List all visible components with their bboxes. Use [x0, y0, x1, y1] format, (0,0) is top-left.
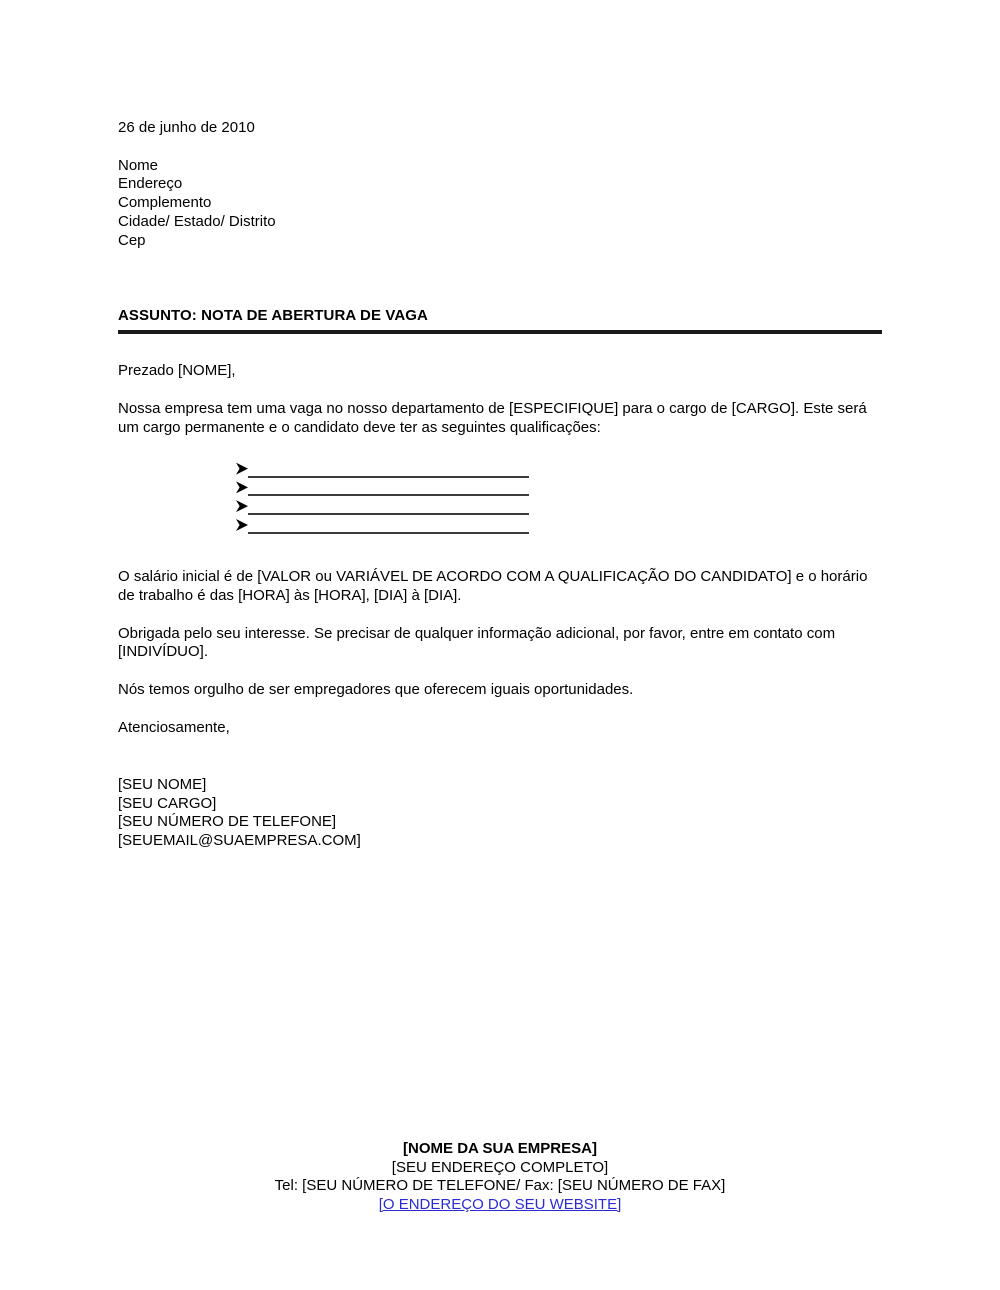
- qualification-blank-row: [236, 459, 882, 478]
- arrow-bullet-icon: [236, 481, 248, 493]
- qualification-blank-line: [248, 521, 529, 534]
- footer-address: [SEU ENDEREÇO COMPLETO]: [391, 1158, 609, 1176]
- footer-company-name: [NOME DA SUA EMPRESA]: [403, 1140, 597, 1157]
- paragraph-contact: Obrigada pelo seu interesse. Se precisar de qualquer informação adicional, por favor, entre em contato com [INDIVÍDUO].: [118, 624, 836, 661]
- footer-website-link[interactable]: [O ENDEREÇO DO SEU WEBSITE]: [378, 1195, 622, 1213]
- signature-line: [SEUEMAIL@SUAEMPRESA.COM]: [118, 832, 361, 850]
- qualification-blank-line: [248, 502, 529, 515]
- recipient-block: [118, 157, 882, 251]
- salutation: Prezado [NOME],: [118, 362, 236, 380]
- letter-date: 26 de junho de 2010: [118, 119, 255, 136]
- arrow-bullet-icon: [236, 519, 248, 531]
- paragraph-salary: O salário inicial é de [VALOR ou VARIÁVEL DE ACORDO COM A QUALIFICAÇÃO DO CANDIDATO] e o horário de trabalho é das [HORA] às [HORA], [DIA] à [DIA].: [118, 567, 868, 604]
- recipient-line: Endereço: [118, 175, 183, 193]
- subject-divider: [118, 330, 882, 334]
- qualification-blank-line: [248, 465, 529, 478]
- recipient-line: Nome: [118, 156, 159, 174]
- signature-block: [118, 776, 882, 851]
- arrow-bullet-icon: [236, 500, 248, 512]
- arrow-bullet-icon: [236, 463, 248, 475]
- signature-line: [SEU NÚMERO DE TELEFONE]: [118, 813, 337, 831]
- letter-footer: [0, 1140, 1000, 1214]
- recipient-line: Complemento: [118, 194, 212, 212]
- recipient-line: Cidade/ Estado/ Distrito: [118, 212, 276, 230]
- qualification-blank-row: [236, 515, 882, 534]
- qualification-blank-row: [236, 496, 882, 515]
- qualification-blank-row: [236, 478, 882, 497]
- recipient-line: Cep: [118, 231, 146, 249]
- paragraph-equal-opportunity: Nós temos orgulho de ser empregadores que oferecem iguais oportunidades.: [118, 681, 634, 699]
- qualification-blank-line: [248, 483, 529, 496]
- qualification-blank-list: [118, 459, 882, 534]
- signature-line: [SEU NOME]: [118, 775, 207, 793]
- paragraph-opening: Nossa empresa tem uma vaga no nosso departamento de [ESPECIFIQUE] para o cargo de [CARGO]. Este será um cargo permanente e o candidato deve ter as seguintes qualificações:: [118, 400, 867, 436]
- footer-phone-fax: Tel: [SEU NÚMERO DE TELEFONE/ Fax: [SEU NÚMERO DE FAX]: [274, 1177, 726, 1194]
- subject-heading: ASSUNTO: NOTA DE ABERTURA DE VAGA: [118, 306, 428, 324]
- letter-content: [118, 119, 882, 851]
- signature-line: [SEU CARGO]: [118, 794, 217, 812]
- closing: Atenciosamente,: [118, 718, 230, 736]
